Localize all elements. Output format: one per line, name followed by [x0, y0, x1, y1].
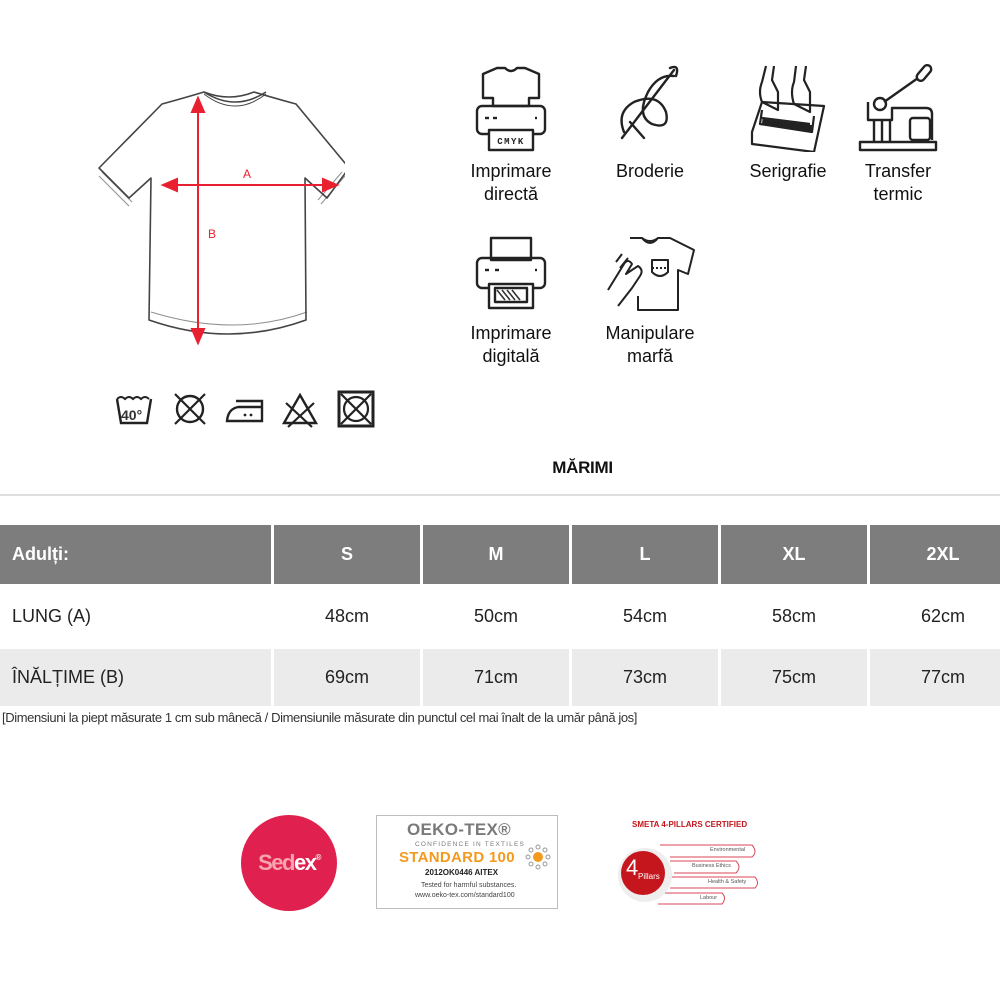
heat-press-icon — [858, 62, 938, 152]
oekotex-flower-icon — [525, 844, 551, 870]
embroidery-needle-icon — [614, 62, 686, 152]
sizes-title: MĂRIMI — [552, 458, 613, 477]
table-cell: 50cm — [423, 587, 569, 646]
digital-printer-icon — [475, 234, 547, 314]
table-header-cell: 2XL — [870, 525, 1000, 584]
table-row-label: ÎNĂLȚIME (B) — [0, 649, 271, 706]
measurement-note: [Dimensiuni la piept măsurate 1 cm sub mânecă / Dimensiunile măsurate din punctul cel mai înalt de la umăr până jos] — [2, 710, 637, 725]
technique-heat-transfer — [843, 62, 953, 206]
table-cell: 48cm — [274, 587, 420, 646]
table-cell: 77cm — [870, 649, 1000, 706]
table-cell: 69cm — [274, 649, 420, 706]
do-not-bleach-icon — [280, 389, 320, 429]
tech-label: Serigrafie — [749, 161, 827, 181]
tech-label: Transfer — [864, 161, 932, 181]
table-header-cell: M — [423, 525, 569, 584]
tech-label: Manipulare — [605, 323, 695, 343]
table-cell: 73cm — [572, 649, 718, 706]
table-header-cell: XL — [721, 525, 867, 584]
divider — [0, 494, 1000, 496]
svg-text:40°: 40° — [121, 407, 143, 423]
tech-label: Broderie — [615, 161, 685, 181]
oekotex-logo: OEKO-TEX® CONFIDENCE IN TEXTILES STANDARD 100 2012OK0446 AITEX Tested for harmful substances. www.oeko-tex.com/standard100 — [376, 815, 558, 909]
tech-label: Imprimare — [470, 323, 552, 343]
svg-text:CMYK: CMYK — [497, 137, 525, 147]
technique-goods-handling — [595, 234, 705, 368]
table-cell: 71cm — [423, 649, 569, 706]
iron-medium-icon — [224, 389, 264, 429]
label-b: B — [208, 227, 217, 241]
sedex-logo: Sed ex ® — [241, 815, 337, 911]
tech-label: termic — [873, 184, 923, 204]
screen-print-icon — [748, 62, 828, 152]
wash-40-icon — [114, 389, 154, 429]
tech-label: marfă — [626, 346, 673, 366]
label-a: A — [243, 167, 252, 181]
dtg-printer-icon — [475, 62, 547, 152]
do-not-dry-clean-icon — [336, 389, 376, 429]
technique-digital-print — [456, 234, 566, 368]
table-cell: 58cm — [721, 587, 867, 646]
technique-direct-print — [456, 62, 566, 206]
table-cell: 54cm — [572, 587, 718, 646]
tech-label: Imprimare — [470, 161, 552, 181]
tech-label: directă — [483, 184, 539, 204]
table-header-cell: S — [274, 525, 420, 584]
technique-screen-print — [733, 62, 843, 183]
table-header-cell: Adulți: — [0, 525, 271, 584]
table-cell: 75cm — [721, 649, 867, 706]
table-cell: 62cm — [870, 587, 1000, 646]
table-row-label: LUNG (A) — [0, 587, 271, 646]
smeta-logo: SMETA 4-PILLARS CERTIFIED 4 Pillars Environmental Business Ethics Health & Safety Labour — [600, 815, 780, 915]
tshirt-measurement-diagram — [95, 80, 345, 360]
do-not-tumble-dry-icon — [170, 389, 210, 429]
table-header-cell: L — [572, 525, 718, 584]
tech-label: digitală — [482, 346, 540, 366]
technique-embroidery — [595, 62, 705, 183]
hand-tshirt-icon — [602, 234, 698, 314]
